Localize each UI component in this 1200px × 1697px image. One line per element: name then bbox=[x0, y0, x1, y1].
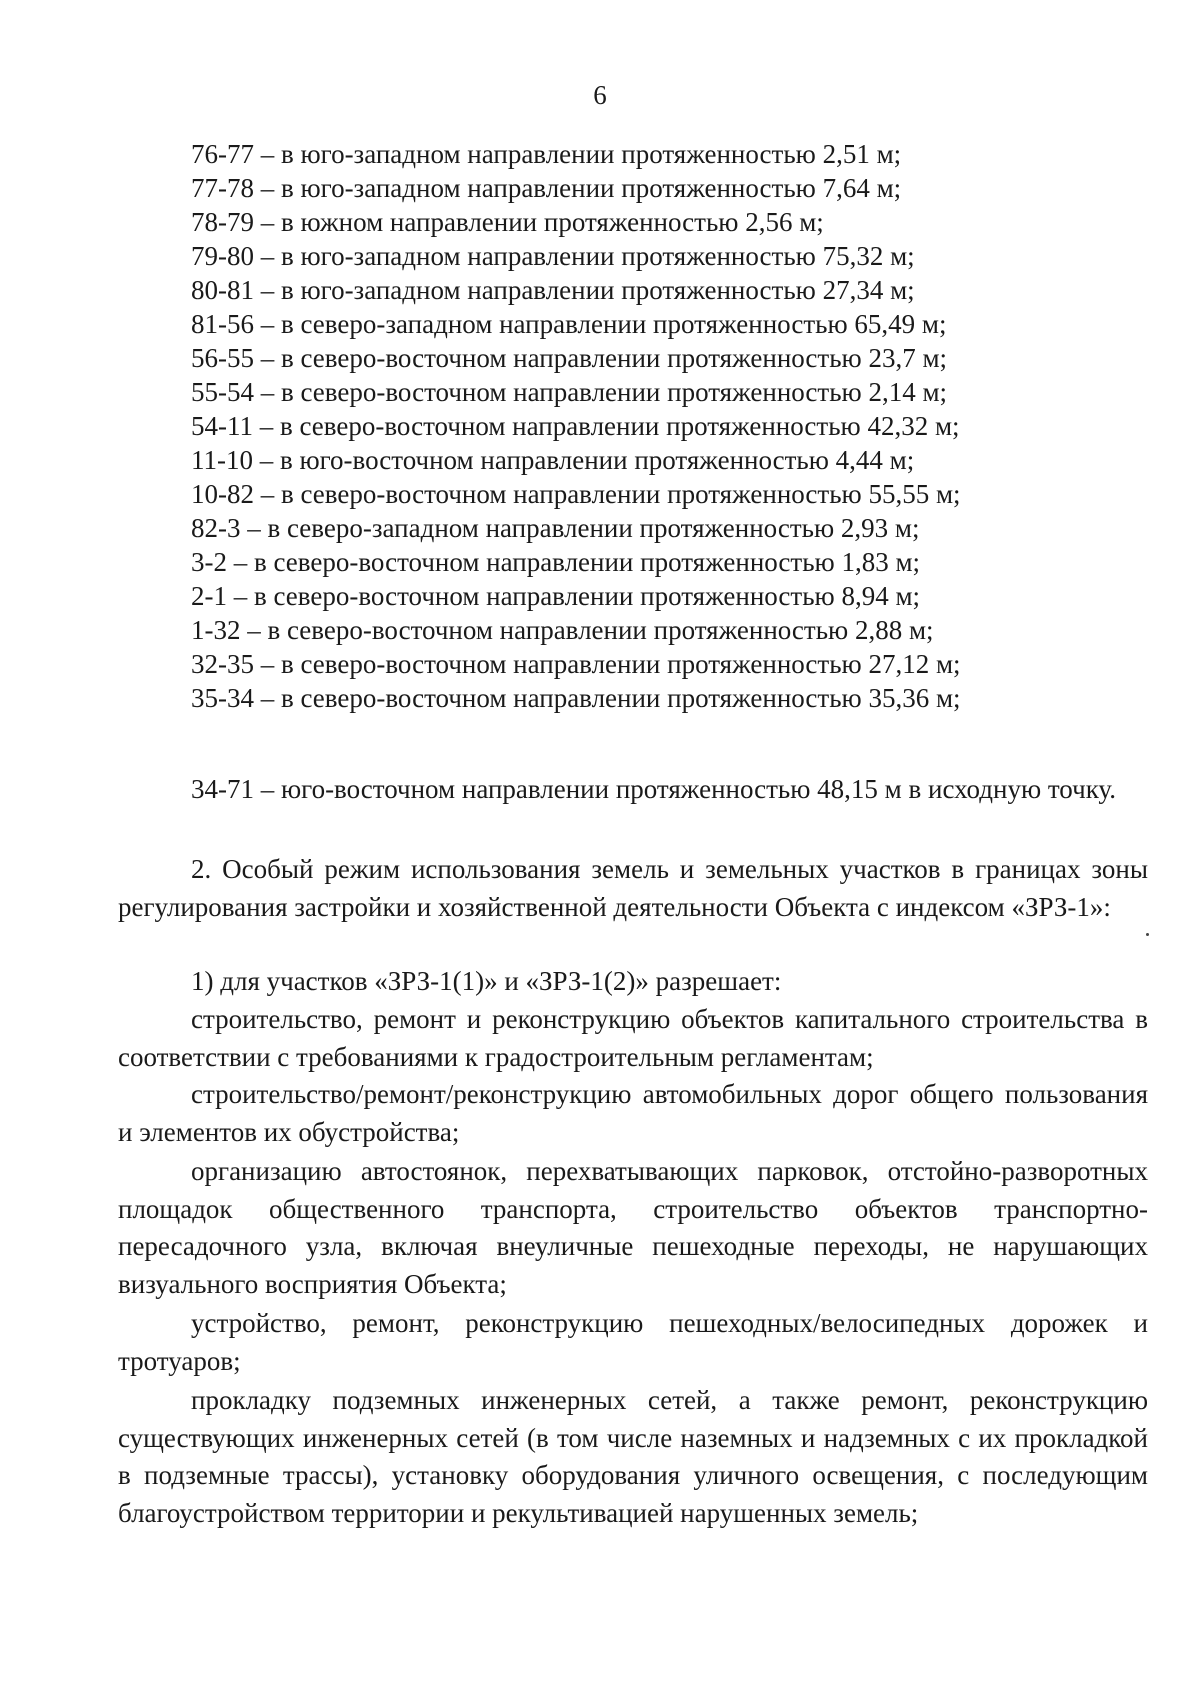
paragraph-parking: организацию автостоянок, перехватывающих парковок, отстойно-разворотных площадок общественного транспорта, строительство объектов транспортно-пересадочного узла, включая внеуличные пешеходные переходы, не нарушающих визуального восприятия Объекта; bbox=[118, 1156, 1148, 1299]
segment-line: 1-32 – в северо-восточном направлении протяженностью 2,88 м; bbox=[191, 615, 934, 645]
segment-line: 56-55 – в северо-восточном направлении протяженностью 23,7 м; bbox=[191, 343, 948, 373]
segment-line: 3-2 – в северо-восточном направлении протяженностью 1,83 м; bbox=[191, 547, 921, 577]
segment-line: 10-82 – в северо-восточном направлении протяженностью 55,55 м; bbox=[191, 479, 961, 509]
paragraph-networks: прокладку подземных инженерных сетей, а также ремонт, реконструкцию существующих инженерных сетей (в том числе наземных и надземных с их прокладкой в подземные трассы), установку оборудования уличного освещения, с последующим благоустройством территории и рекультивацией нарушенных земель; bbox=[118, 1385, 1148, 1528]
segment-line: 76-77 – в юго-западном направлении протяженностью 2,51 м; bbox=[191, 139, 902, 169]
paragraph-section-2: 2. Особый режим использования земель и земельных участков в границах зоны регулирования застройки и хозяйственной деятельности Объекта с индексом «ЗРЗ-1»: bbox=[118, 854, 1148, 922]
page-number: 6 bbox=[593, 80, 607, 110]
segment-line: 81-56 – в северо-западном направлении протяженностью 65,49 м; bbox=[191, 309, 947, 339]
paragraph-construction: строительство, ремонт и реконструкцию объектов капитального строительства в соответствии с требованиями к градостроительным регламентам; bbox=[118, 1004, 1148, 1072]
paragraph-paths: устройство, ремонт, реконструкцию пешеходных/велосипедных дорожек и тротуаров; bbox=[118, 1308, 1148, 1376]
segment-line: 82-3 – в северо-западном направлении протяженностью 2,93 м; bbox=[191, 513, 920, 543]
segment-line: 79-80 – в юго-западном направлении протяженностью 75,32 м; bbox=[191, 241, 915, 271]
segment-line: 77-78 – в юго-западном направлении протяженностью 7,64 м; bbox=[191, 173, 902, 203]
segment-line: 54-11 – в северо-восточном направлении протяженностью 42,32 м; bbox=[191, 411, 960, 441]
segment-line: 11-10 – в юго-восточном направлении протяженностью 4,44 м; bbox=[191, 445, 915, 475]
paragraph-item-1: 1) для участков «ЗРЗ-1(1)» и «ЗРЗ-1(2)» разрешает: bbox=[191, 966, 782, 996]
segment-line: 80-81 – в юго-западном направлении протяженностью 27,34 м; bbox=[191, 275, 915, 305]
segment-line: 35-34 – в северо-восточном направлении протяженностью 35,36 м; bbox=[191, 683, 961, 713]
segment-line: 55-54 – в северо-восточном направлении протяженностью 2,14 м; bbox=[191, 377, 948, 407]
segment-line: 2-1 – в северо-восточном направлении протяженностью 8,94 м; bbox=[191, 581, 921, 611]
segment-line: 78-79 – в южном направлении протяженностью 2,56 м; bbox=[191, 207, 824, 237]
paragraph-roads: строительство/ремонт/реконструкцию автомобильных дорог общего пользования и элементов их обустройства; bbox=[118, 1079, 1148, 1147]
segment-final: 34-71 – юго-восточном направлении протяженностью 48,15 м в исходную точку. bbox=[191, 774, 1116, 804]
scan-speck bbox=[1146, 933, 1149, 936]
segment-line: 32-35 – в северо-восточном направлении протяженностью 27,12 м; bbox=[191, 649, 961, 679]
